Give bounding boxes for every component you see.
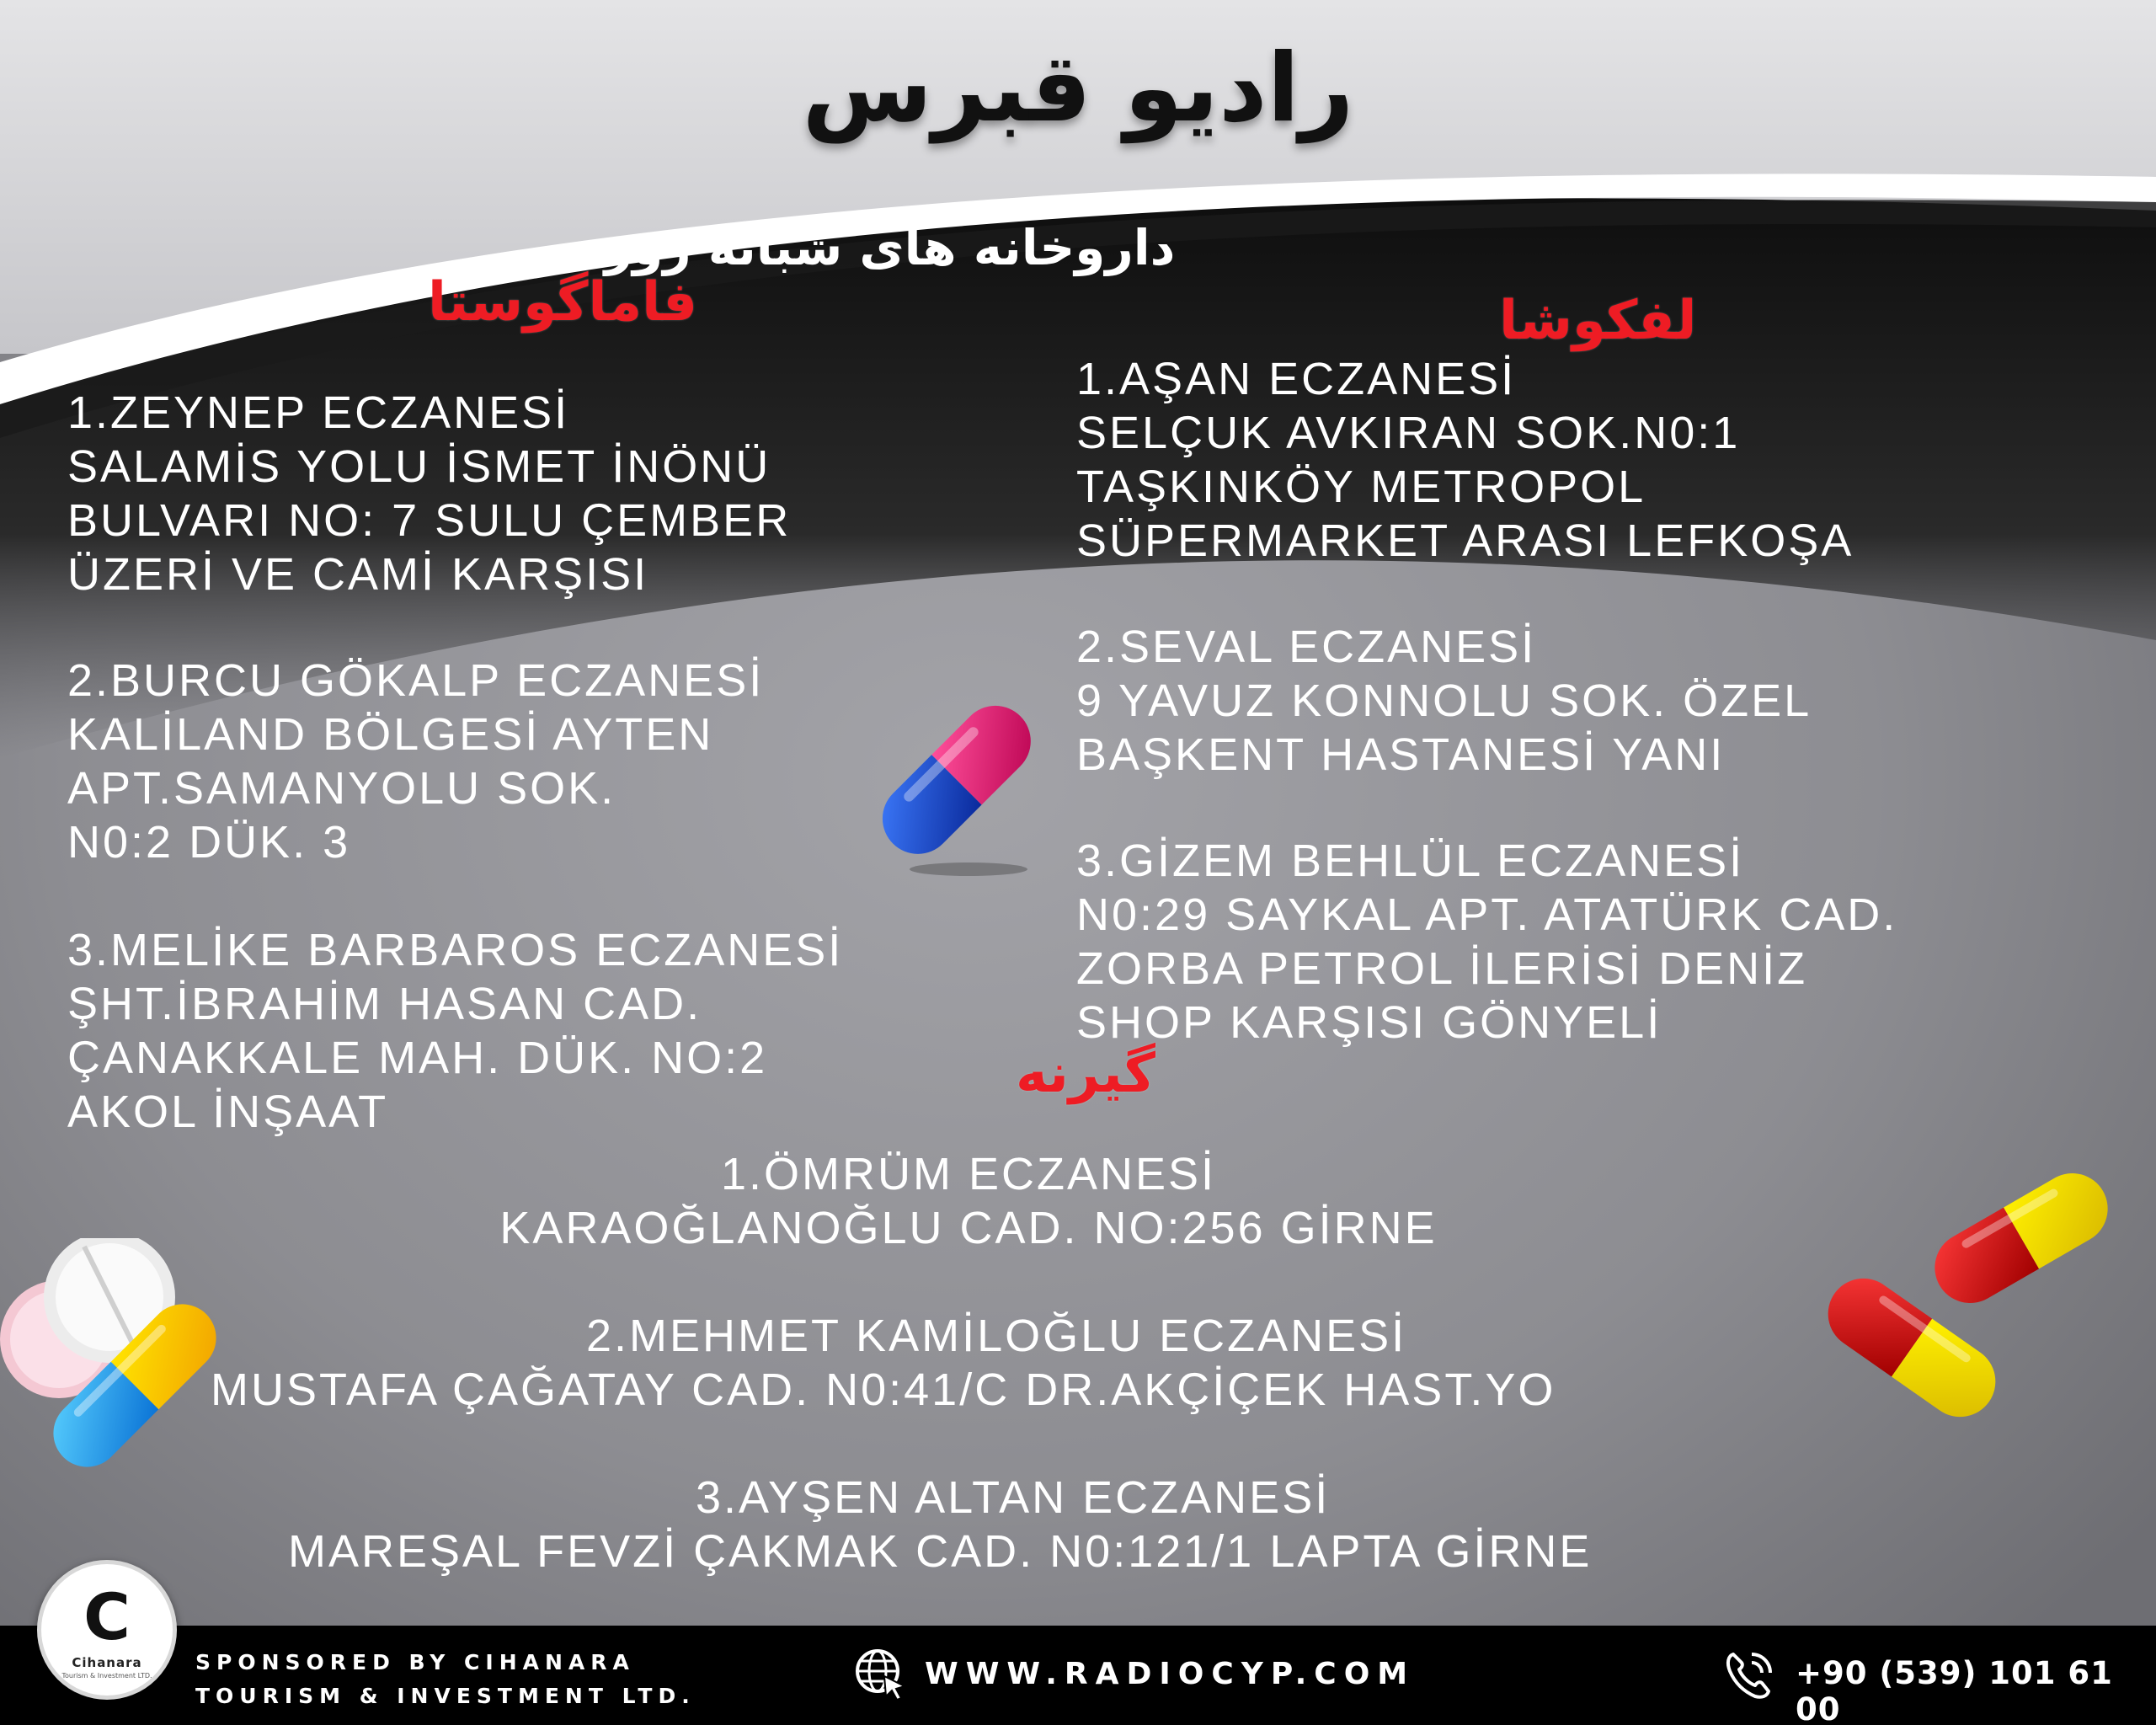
pharmacy-address-line: BULVARI NO: 7 SULU ÇEMBER [67,495,792,546]
sponsor-logo [37,1560,177,1700]
brand-title: رادیو قبرس [802,34,1354,143]
pharmacy-entry [1076,352,1854,568]
pharmacy-address-line: N0:29 SAYKAL APT. ATATÜRK CAD. [1076,889,1898,940]
pharmacy-address-line: SELÇUK AVKIRAN SOK.N0:1 [1076,408,1741,458]
pharmacy-address-line: APT.SAMANYOLU SOK. [67,763,616,814]
pharmacy-name: 2.BURCU GÖKALP ECZANESİ [67,655,765,706]
pharmacy-address-line: KALİLAND BÖLGESİ AYTEN [67,709,714,760]
logo-name: Cihanara [72,1655,142,1670]
pharmacy-name: 3.GİZEM BEHLÜL ECZANESİ [1076,836,1745,886]
pharmacy-address-line: ZORBA PETROL İLERİSİ DENİZ [1076,943,1808,994]
pharmacy-address-line: SHOP KARŞISI GÖNYELİ [1076,997,1662,1048]
pharmacy-entry [67,386,791,601]
pharmacy-address-line: AKOL İNŞAAT [67,1087,389,1137]
pharmacy-name: 3.AYŞEN ALTAN ECZANESİ [696,1472,1331,1523]
pharmacy-name: 1.AŞAN ECZANESİ [1076,354,1517,404]
pharmacy-entry [67,654,764,869]
capsules-red-yellow [1794,1154,2114,1457]
phone-icon [1723,1649,1775,1701]
pharmacy-address-line: ÇANAKKALE MAH. DÜK. NO:2 [67,1033,768,1083]
logo-subtitle: Tourism & Investment LTD. [61,1672,152,1680]
pharmacy-address-line: BAŞKENT HASTANESİ YANI [1076,729,1726,780]
region-title-nicosia: لفکوشا [1499,290,1697,352]
pharmacy-name: 1.ZEYNEP ECZANESİ [67,387,570,438]
pharmacy-address-line: N0:2 DÜK. 3 [67,817,351,868]
pharmacy-address-line: TAŞKINKÖY METROPOL [1076,462,1646,512]
pharmacy-entry [1076,834,1897,1049]
pharmacy-address-line: ÜZERİ VE CAMİ KARŞISI [67,549,649,600]
pharmacy-address-line: 9 YAVUZ KONNOLU SOK. ÖZEL [1076,676,1812,726]
website-link[interactable]: WWW.RADIOCYP.COM [925,1657,1416,1691]
region-title-kyrenia: گیرنه [1016,1043,1155,1105]
pharmacy-address-line: ŞHT.İBRAHİM HASAN CAD. [67,979,702,1029]
pharmacy-name: 1.ÖMRÜM ECZANESİ [720,1149,1217,1199]
pharmacy-address-line: SÜPERMARKET ARASI LEFKOŞA [1076,515,1854,566]
sponsor-line: SPONSORED BY CIHANARA [195,1650,635,1674]
pharmacy-address-line: SALAMİS YOLU İSMET İNÖNÜ [67,441,771,492]
region-title-famagusta: فاماگوستا [428,271,698,334]
capsule-pink-blue [867,691,1070,893]
tablets-and-capsule [0,1238,253,1491]
pharmacy-name: 2.SEVAL ECZANESİ [1076,622,1537,672]
pharmacy-entry [1076,620,1812,782]
pharmacy-address-line: KARAOĞLANOĞLU CAD. NO:256 GİRNE [499,1203,1438,1253]
pharmacy-name: 3.MELİKE BARBAROS ECZANESİ [67,925,844,975]
phone-number[interactable]: +90 (539) 101 61 00 [1796,1655,2113,1725]
globe-cursor-icon [854,1648,908,1701]
pharmacy-entry [67,923,843,1139]
pharmacy-address-line: MUSTAFA ÇAĞATAY CAD. N0:41/C DR.AKÇİÇEK HAST.YO [211,1365,1556,1415]
sponsor-text [195,1646,696,1713]
pharmacy-address-line: MAREŞAL FEVZİ ÇAKMAK CAD. N0:121/1 LAPTA GİRNE [288,1526,1593,1577]
logo-letter: C [83,1579,131,1654]
sponsor-line: TOURISM & INVESTMENT LTD. [195,1684,696,1708]
page-subtitle: داروخانه های شبانه روزی [559,219,1176,276]
pharmacy-entry [0,1471,2156,1578]
pharmacy-name: 2.MEHMET KAMİLOĞLU ECZANESİ [586,1311,1407,1361]
